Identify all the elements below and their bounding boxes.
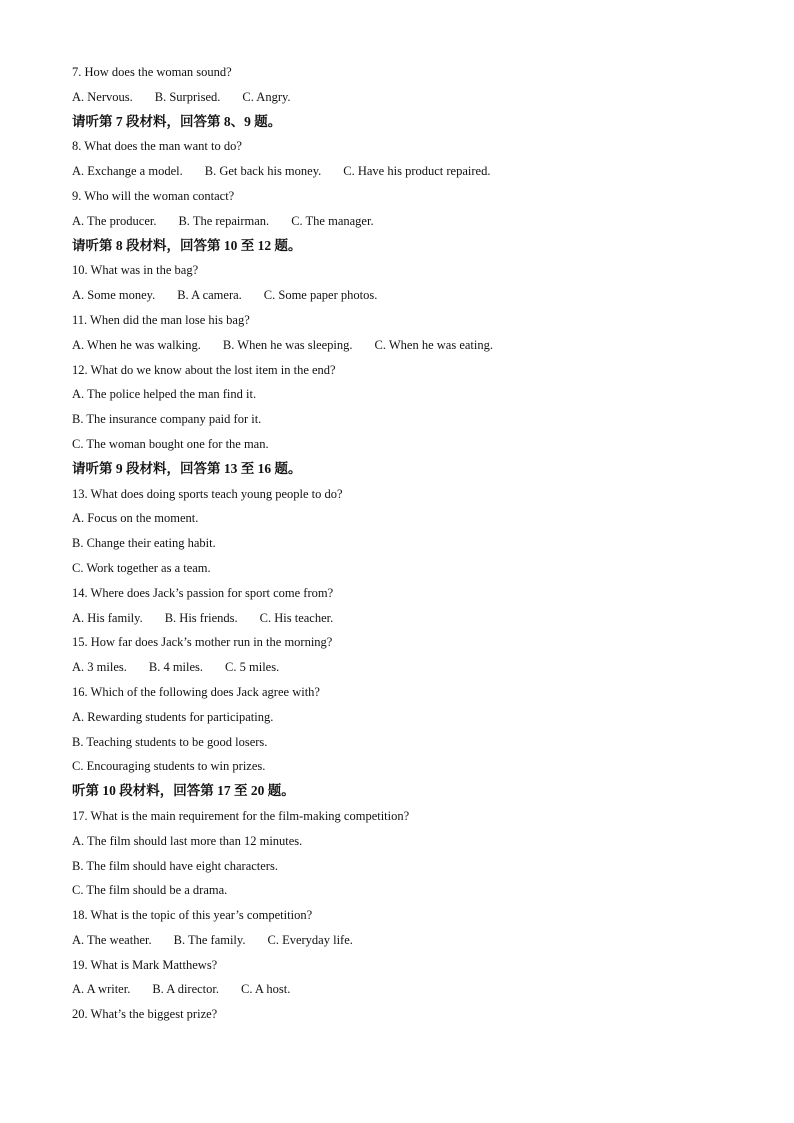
section-heading: 听第 10 段材料，回答第 17 至 20 题。 bbox=[72, 783, 295, 799]
exam-page bbox=[72, 60, 752, 1027]
answer-option: A. 3 miles. bbox=[72, 660, 127, 675]
question-line: A. Rewarding students for participating. bbox=[72, 709, 274, 724]
answer-option: C. Angry. bbox=[242, 89, 291, 104]
answer-option: A. Some money. bbox=[72, 288, 156, 303]
question-line: 19. What is Mark Matthews? bbox=[72, 957, 218, 972]
answer-option: B. A director. bbox=[152, 982, 220, 997]
question-line: A. The film should last more than 12 minutes. bbox=[72, 833, 303, 848]
question-line: 18. What is the topic of this year’s competition? bbox=[72, 908, 313, 923]
answer-option: A. When he was walking. bbox=[72, 337, 201, 352]
answer-option: B. 4 miles. bbox=[148, 660, 204, 675]
section-heading: 请听第 9 段材料，回答第 13 至 16 题。 bbox=[72, 460, 302, 476]
question-line: 11. When did the man lose his bag? bbox=[72, 312, 250, 327]
answer-option: B. His friends. bbox=[164, 610, 238, 625]
question-line: C. The woman bought one for the man. bbox=[72, 436, 269, 451]
answer-options-row bbox=[72, 928, 752, 953]
question-line: 13. What does doing sports teach young people to do? bbox=[72, 486, 343, 501]
answer-option: C. Everyday life. bbox=[267, 932, 353, 947]
answer-option: A. His family. bbox=[72, 610, 143, 625]
question-line: C. Work together as a team. bbox=[72, 560, 211, 575]
answer-options-row bbox=[72, 209, 752, 234]
answer-option: C. Some paper photos. bbox=[263, 288, 378, 303]
question-line: A. The police helped the man find it. bbox=[72, 387, 257, 402]
answer-option: B. Get back his money. bbox=[204, 164, 322, 179]
question-line: C. The film should be a drama. bbox=[72, 883, 228, 898]
answer-option: A. The weather. bbox=[72, 932, 152, 947]
question-line: 12. What do we know about the lost item in the end? bbox=[72, 362, 336, 377]
answer-options-row bbox=[72, 977, 752, 1002]
section-heading: 请听第 7 段材料，回答第 8、9 题。 bbox=[72, 113, 282, 129]
question-line: 15. How far does Jack’s mother run in the morning? bbox=[72, 635, 333, 650]
answer-option: A. Nervous. bbox=[72, 89, 133, 104]
question-line: B. Change their eating habit. bbox=[72, 536, 216, 551]
question-line: 9. Who will the woman contact? bbox=[72, 188, 235, 203]
question-line: B. The insurance company paid for it. bbox=[72, 412, 262, 427]
answer-option: C. 5 miles. bbox=[225, 660, 280, 675]
section-heading: 请听第 8 段材料，回答第 10 至 12 题。 bbox=[72, 237, 302, 253]
answer-options-row bbox=[72, 655, 752, 680]
answer-options-row bbox=[72, 333, 752, 358]
answer-option: C. Have his product repaired. bbox=[343, 164, 491, 179]
answer-option: B. The family. bbox=[173, 932, 246, 947]
answer-option: A. A writer. bbox=[72, 982, 131, 997]
answer-option: C. A host. bbox=[241, 982, 291, 997]
question-line: 20. What’s the biggest prize? bbox=[72, 1007, 218, 1022]
question-line: 17. What is the main requirement for the film-making competition? bbox=[72, 808, 410, 823]
answer-option: A. Exchange a model. bbox=[72, 164, 183, 179]
question-line: 14. Where does Jack’s passion for sport come from? bbox=[72, 585, 334, 600]
question-line: 7. How does the woman sound? bbox=[72, 65, 232, 79]
answer-option: C. His teacher. bbox=[259, 610, 334, 625]
answer-options-row bbox=[72, 606, 752, 631]
answer-option: B. The repairman. bbox=[178, 213, 270, 228]
question-line: B. The film should have eight characters. bbox=[72, 858, 278, 873]
answer-options-row bbox=[72, 85, 752, 110]
question-line: 10. What was in the bag? bbox=[72, 263, 199, 278]
question-line: A. Focus on the moment. bbox=[72, 511, 199, 526]
question-line: B. Teaching students to be good losers. bbox=[72, 734, 268, 749]
answer-options-row bbox=[72, 159, 752, 184]
answer-options-row bbox=[72, 283, 752, 308]
answer-option: B. Surprised. bbox=[154, 89, 221, 104]
answer-option: C. The manager. bbox=[291, 213, 374, 228]
question-line: 16. Which of the following does Jack agree with? bbox=[72, 684, 320, 699]
question-line: 8. What does the man want to do? bbox=[72, 139, 242, 154]
answer-option: B. When he was sleeping. bbox=[222, 337, 353, 352]
answer-option: C. When he was eating. bbox=[374, 337, 494, 352]
answer-option: A. The producer. bbox=[72, 213, 157, 228]
question-line: C. Encouraging students to win prizes. bbox=[72, 759, 266, 774]
answer-option: B. A camera. bbox=[177, 288, 242, 303]
